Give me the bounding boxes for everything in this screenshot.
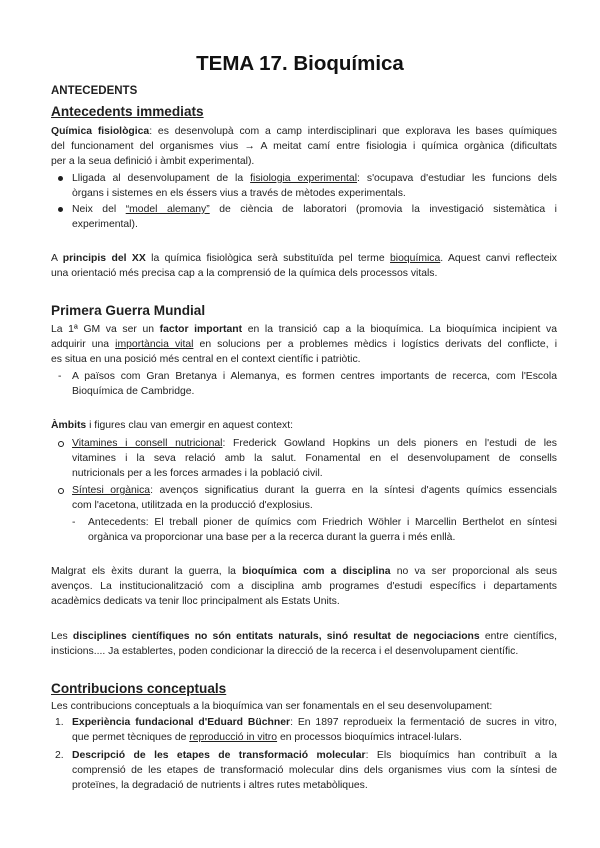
bullet-disc-icon	[58, 207, 63, 212]
subheading-primera-guerra-mundial: Primera Guerra Mundial	[51, 303, 206, 318]
list-item: Vitamines i consell nutricional: Frederick Gowland Hopkins un dels pioners en l'estudi de les	[72, 438, 557, 449]
list-item-line: orgànica va proporcionar una base per a la recerca durant la guerra i més enllà.	[88, 532, 456, 543]
subheading-contribucions-conceptuals: Contribucions conceptuals	[51, 681, 227, 696]
paragraph-line: es situa en una posició més central en el context científic i patriòtic.	[51, 354, 361, 365]
underlined-term: Síntesi orgànica	[72, 485, 151, 496]
list-item-line: òrgans i sistemes en els éssers vius a través de mètodes experimentals.	[72, 188, 406, 199]
list-item-line: proteïnes, la degradació de nutrients i altres rutes metabòliques.	[72, 780, 368, 791]
paragraph-line: per a la seua definició i àmbit experimental).	[51, 156, 255, 167]
list-item-line: comprensió de les etapes de transformació molecular dins dels organismes vius com la síntesi de	[72, 765, 557, 776]
subheading-antecedents-immediats: Antecedents immediats	[51, 104, 204, 119]
paragraph-line: Les disciplines científiques no són entitats naturals, sinó resultat de negociacions entre científics,	[51, 631, 558, 642]
paragraph-line: Les contribucions conceptuals a la bioquímica van ser fonamentals en el seu desenvolupament:	[51, 701, 493, 712]
paragraph-line: Àmbits i figures clau van emergir en aquest context:	[51, 420, 293, 431]
bullet-disc-icon	[58, 176, 63, 181]
list-item: Experiència fundacional d'Eduard Büchner: En 1897 reprodueix la fermentació de sucres in vitro,	[72, 717, 557, 728]
paragraph-line: insticions.... Ja establertes, poden condicionar la direcció de la recerca i el desenvolupament científic.	[51, 646, 519, 657]
paragraph-line: acadèmics dedicats va tenir lloc principalment als Estats Units.	[51, 596, 340, 607]
underlined-term: bioquímica	[390, 253, 441, 264]
list-item-line: Bioquímica de Cambridge.	[72, 386, 195, 397]
list-item-line: nutricionals per a les forces armades i la població civil.	[72, 468, 323, 479]
bold-term: Química fisiològica	[51, 126, 150, 137]
list-item: A països com Gran Bretanya i Alemanya, es formen centres importants de recerca, com l'Escola	[72, 371, 557, 382]
paragraph-line: A principis del XX la química fisiològica serà substituïda pel terme bioquímica. Aquest canvi reflecteix	[51, 253, 557, 264]
bullet-circle-icon	[58, 488, 64, 494]
underlined-term: reproducció in vitro	[189, 732, 278, 743]
list-number: 1.	[55, 717, 64, 728]
list-number: 2.	[55, 750, 64, 761]
underlined-term: Vitamines i consell nutricional	[72, 438, 223, 449]
list-item-line: com l'acetona, utilitzada en la producció d'explosius.	[72, 500, 313, 511]
underlined-term: importància vital	[115, 339, 194, 350]
list-item: Lligada al desenvolupament de la fisiologia experimental: s'ocupava d'estudiar les funcions dels	[72, 173, 557, 184]
section-heading-antecedents: ANTECEDENTS	[51, 85, 138, 97]
dash-marker: -	[58, 371, 62, 382]
underlined-term: fisiologia experimental	[250, 173, 358, 184]
list-item-line: vitamines i la seva relació amb la salut. Fonamental en el desenvolupament de consells	[72, 453, 557, 464]
list-item: Síntesi orgànica: avenços significatius durant la guerra en la síntesi d'agents químics essencials	[72, 485, 557, 496]
list-item: Descripció de les etapes de transformació molecular: Els bioquímics han contribuït a la	[72, 750, 558, 761]
bullet-circle-icon	[58, 441, 64, 447]
list-item-line: experimental).	[72, 219, 138, 230]
page-title: TEMA 17. Bioquímica	[196, 52, 404, 75]
paragraph-line: del funcionament del organismes vius → A meitat camí entre fisiologia i química orgànica (dificultats	[51, 141, 557, 152]
paragraph-line: La 1ª GM va ser un factor important en la transició cap a la bioquímica. La bioquímica incipient va	[51, 324, 558, 335]
paragraph-line: adquirir una importància vital en solucions per a problemes mèdics i logístics derivats del conflicte, i	[51, 339, 557, 350]
list-item: Neix del “model alemany” de ciència de laboratori (promovia la investigació sistemàtica i	[72, 204, 557, 215]
dash-marker: -	[72, 517, 76, 528]
list-item-line: que permet tècniques de reproducció in vitro en processos bioquímics intracel·lulars.	[72, 732, 462, 743]
underlined-term: “model alemany”	[125, 204, 210, 215]
list-item: Antecedents: El treball pioner de químics com Friedrich Wöhler i Marcellin Berthelot en síntesi	[88, 517, 557, 528]
paragraph-line: avenços. La institucionalització com a disciplina amb programes d'estudi específics i departaments	[51, 581, 557, 592]
paragraph-line: Malgrat els èxits durant la guerra, la bioquímica com a disciplina no va ser proporcional als seus	[51, 566, 558, 577]
paragraph-line: Química fisiològica: es desenvolupà com a camp interdisciplinari que explorava les bases químiques	[51, 126, 557, 137]
paragraph-line: una orientació més precisa cap a la comprensió de la química dels processos vitals.	[51, 268, 438, 279]
